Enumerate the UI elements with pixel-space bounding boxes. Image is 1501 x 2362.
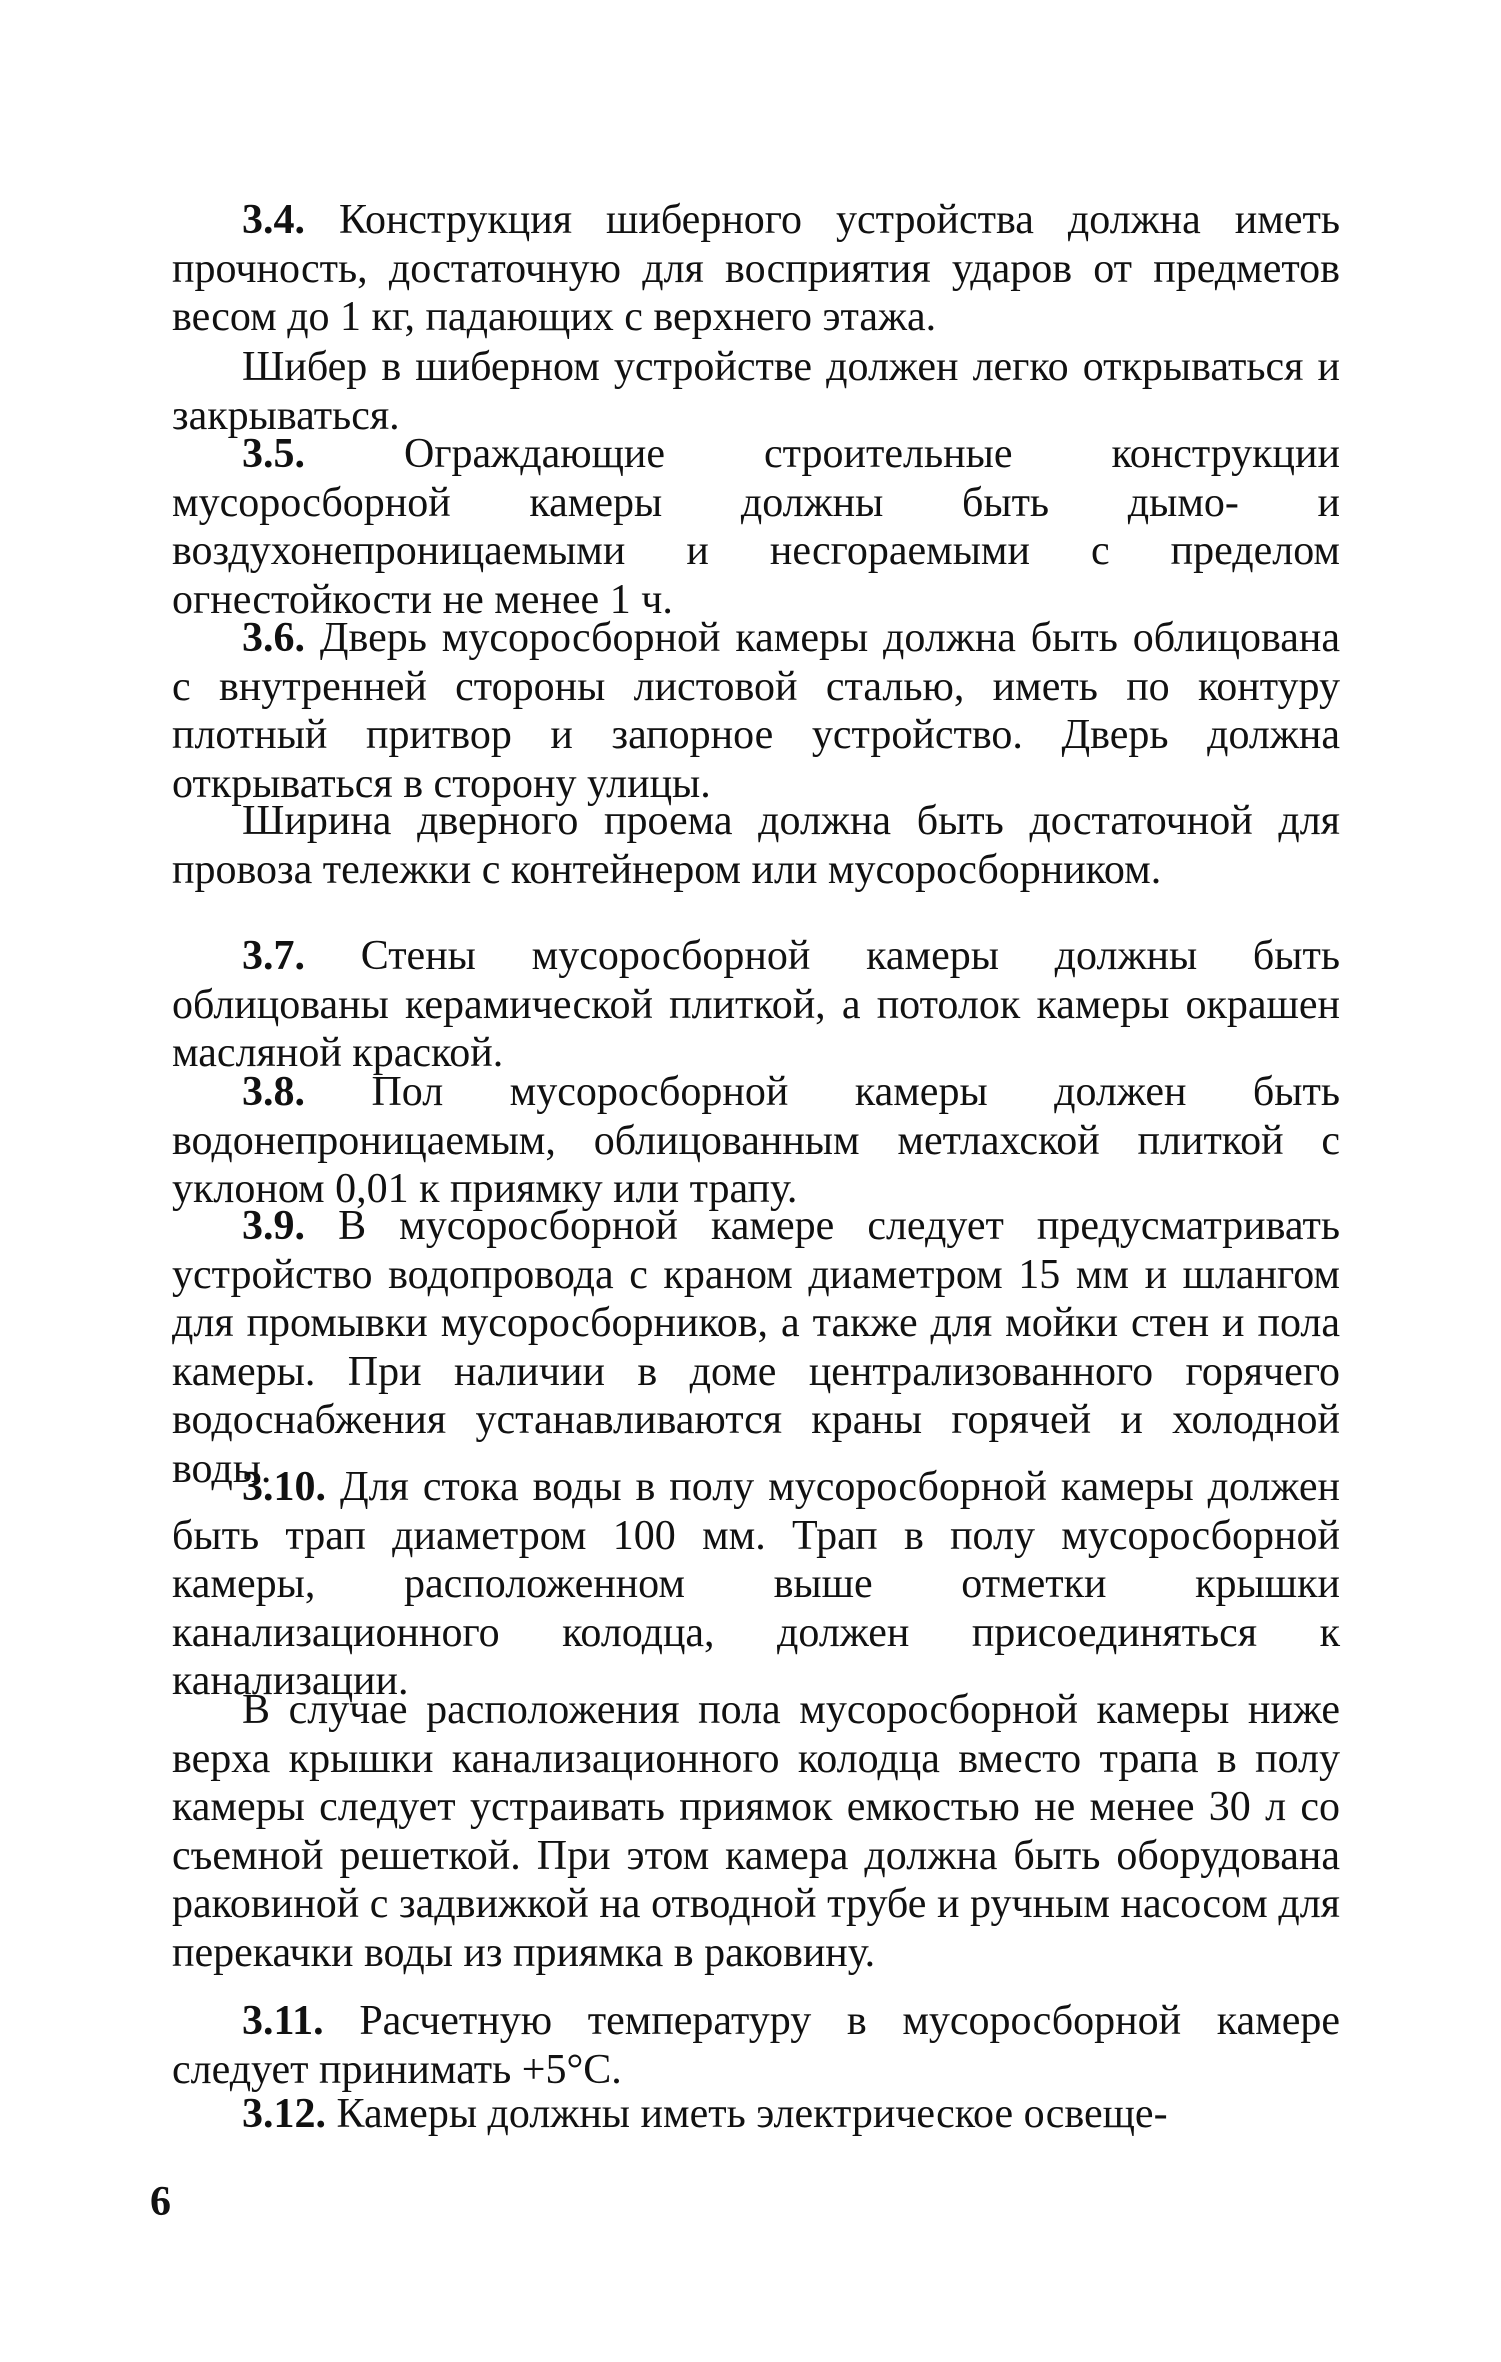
paragraph-text: В мусоросборной камере следует предусматривать устройство водопровода с краном диаметром 15 мм и шлангом для промывки мусоросборников, а также для мойки стен и пола камеры. При наличии в доме централизованного горячего водоснабжения устанавливаются краны горячей и холодной воды.	[172, 1203, 1340, 1492]
page-number: 6	[150, 2179, 171, 2225]
paragraph-text: Стены мусоросборной камеры должны быть облицованы керамической плиткой, а потолок камеры окрашен масляной краской.	[172, 933, 1340, 1076]
paragraph-3-10-cont	[172, 1686, 1340, 1977]
paragraph-text: Камеры должны иметь электрическое освеще-	[336, 2091, 1168, 2137]
paragraph-3-5	[172, 430, 1340, 624]
paragraph-text: Ограждающие строительные конструкции мусоросборной камеры должны быть дымо- и воздухонепроницаемыми и несгораемыми с пределом огнестойкости не менее 1 ч.	[172, 431, 1340, 623]
paragraph-3-7	[172, 932, 1340, 1078]
paragraph-text: Для стока воды в полу мусоросборной камеры должен быть трап диаметром 100 мм. Трап в полу мусоросборной камеры, расположенном выше отметки крышки канализационного колодца, должен присоединяться к канализации.	[172, 1464, 1340, 1704]
paragraph-3-11	[172, 1997, 1340, 2094]
paragraph-text: Шибер в шиберном устройстве должен легко открываться и закрываться.	[172, 344, 1340, 439]
paragraph-3-10	[172, 1463, 1340, 1706]
paragraph-text: В случае расположения пола мусоросборной камеры ниже верха крышки канализационного колодца вместо трапа в полу камеры следует устраивать приямок емкостью не менее 30 л со съемной решеткой. При этом камера должна быть оборудована раковиной с задвижкой на отводной трубе и ручным насосом для перекачки воды из приямка в раковину.	[172, 1687, 1340, 1976]
clause-number: 3.11.	[242, 1998, 324, 2044]
paragraph-3-6	[172, 614, 1340, 808]
paragraph-text: Дверь мусоросборной камеры должна быть облицована с внутренней стороны листовой сталью, иметь по контуру плотный притвор и запорное устройство. Дверь должна открываться в сторону улицы.	[172, 615, 1341, 807]
paragraph-3-12	[172, 2090, 1340, 2139]
paragraph-text: Расчетную температуру в мусоросборной камере следует принимать +5°С.	[172, 1998, 1340, 2093]
clause-number: 3.5.	[242, 431, 305, 477]
clause-number: 3.7.	[242, 933, 305, 979]
clause-number: 3.12.	[242, 2091, 326, 2137]
clause-number: 3.6.	[242, 615, 305, 661]
paragraph-3-6-cont	[172, 797, 1340, 894]
paragraph-3-8	[172, 1068, 1340, 1214]
paragraph-text: Конструкция шиберного устройства должна иметь прочность, достаточную для восприятия ударов от предметов весом до 1 кг, падающих с верхнего этажа.	[172, 197, 1341, 340]
clause-number: 3.9.	[242, 1203, 305, 1249]
clause-number: 3.8.	[242, 1069, 305, 1115]
paragraph-text: Ширина дверного проема должна быть достаточной для провоза тележки с контейнером или мусоросборником.	[172, 798, 1340, 893]
paragraph-3-9	[172, 1202, 1340, 1493]
paragraph-3-4	[172, 196, 1340, 342]
clause-number: 3.10.	[242, 1464, 326, 1510]
clause-number: 3.4.	[242, 197, 305, 243]
paragraph-3-4-cont	[172, 343, 1340, 440]
paragraph-text: Пол мусоросборной камеры должен быть водонепроницаемым, облицованным метлахской плиткой с уклоном 0,01 к приямку или трапу.	[172, 1069, 1340, 1212]
